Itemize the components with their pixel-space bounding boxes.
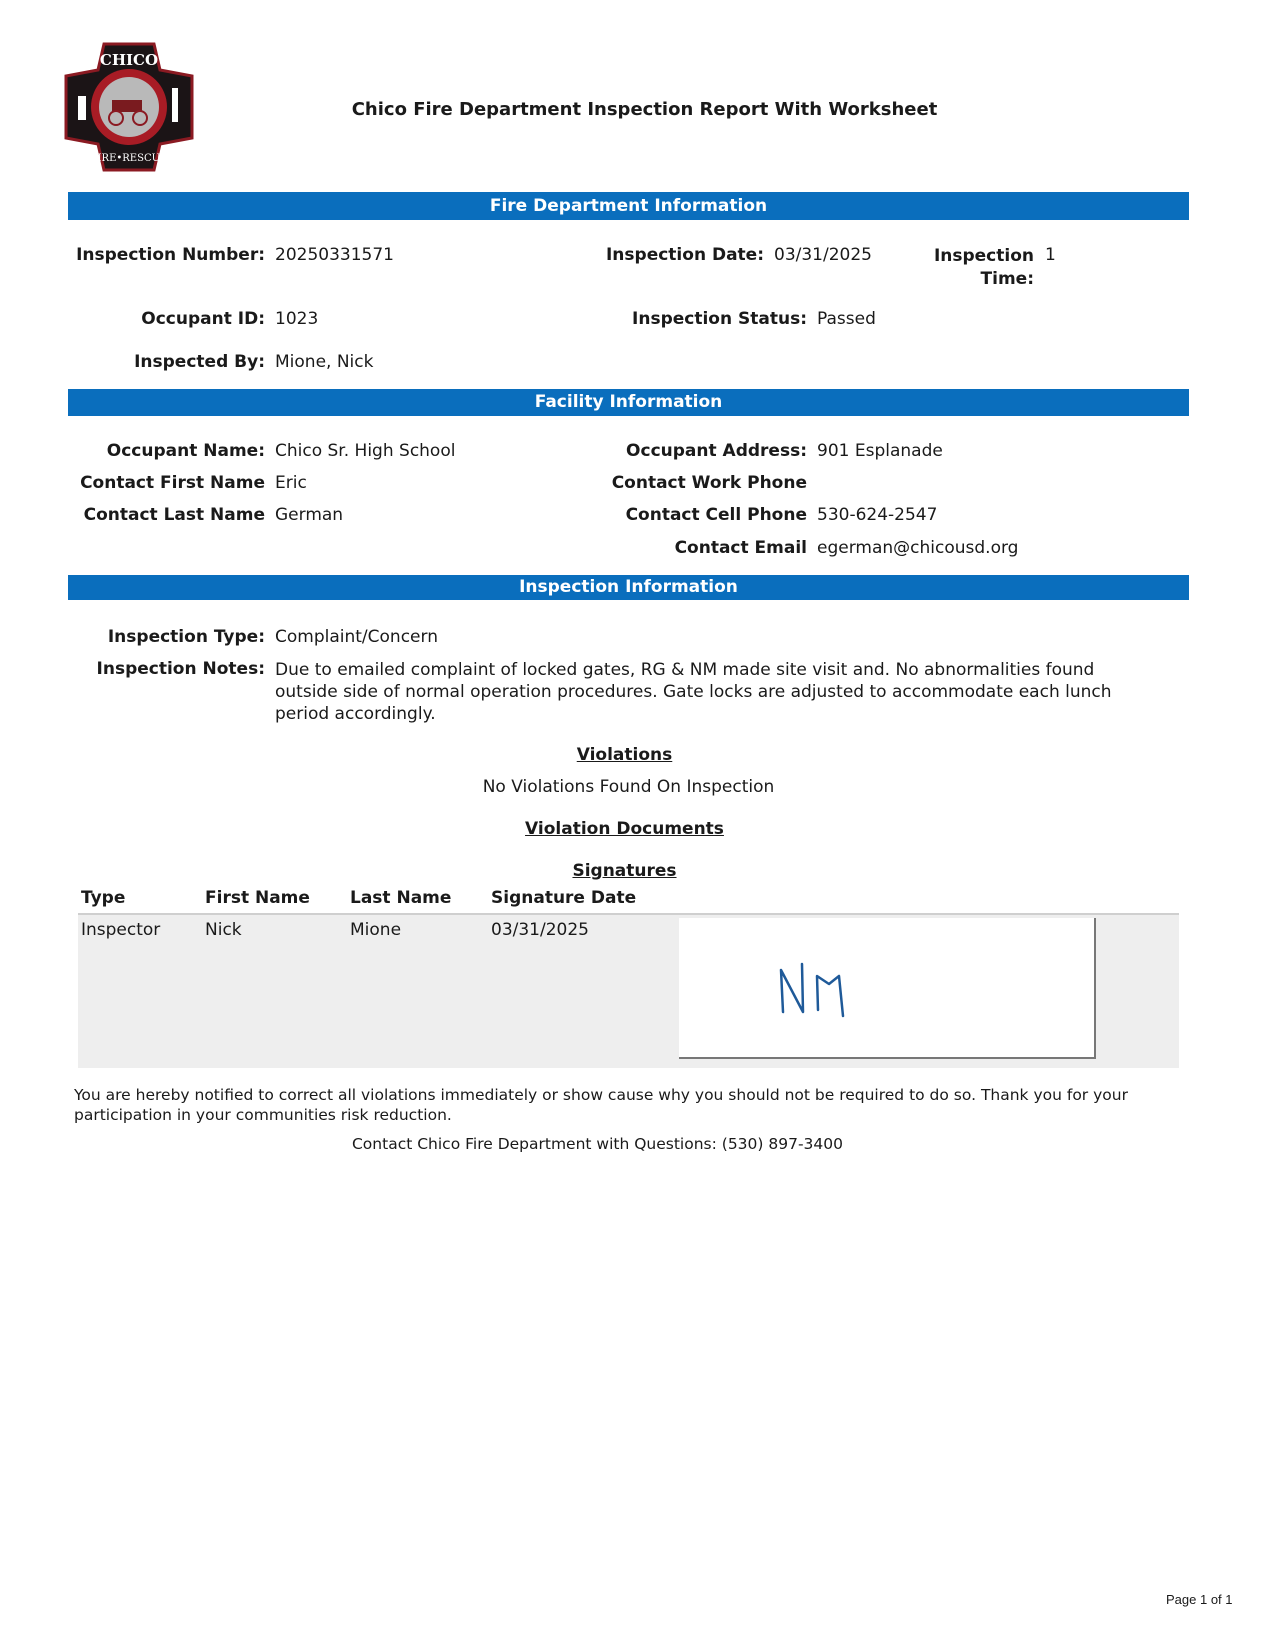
contact-last-name-value: German (275, 505, 344, 525)
inspection-number-value: 20250331571 (275, 245, 394, 265)
column-header-type: Type (81, 888, 126, 908)
inspection-notes-label: Inspection Notes: (96, 659, 265, 679)
violations-heading: Violations (576, 745, 673, 765)
occupant-address-value: 901 Esplanade (817, 441, 943, 461)
signature-type: Inspector (81, 920, 161, 940)
inspection-date-label: Inspection Date: (605, 245, 764, 265)
contact-cell-phone-label: Contact Cell Phone (625, 505, 807, 525)
inspection-time-value: 1 (1045, 245, 1056, 265)
inspection-notes-value: Due to emailed complaint of locked gates, RG & NM made site visit and. No abnormalities found outside side of normal operation procedures. Gate locks are adjusted to accommodate each lunch period accordingly. (275, 660, 1112, 724)
inspection-number-label: Inspection Number: (76, 245, 265, 265)
column-header-last-name: Last Name (350, 888, 452, 908)
page-number: Page 1 of 1 (1166, 1592, 1233, 1607)
signatures-heading: Signatures (572, 861, 677, 881)
violations-text: No Violations Found On Inspection (482, 777, 775, 797)
occupant-address-label: Occupant Address: (626, 441, 807, 461)
occupant-name-label: Occupant Name: (106, 441, 265, 461)
svg-text:CHICO: CHICO (99, 51, 159, 69)
inspection-status-value: Passed (817, 309, 876, 329)
inspection-date-value: 03/31/2025 (774, 245, 872, 265)
occupant-id-label: Occupant ID: (141, 309, 265, 329)
inspected-by-label: Inspected By: (134, 352, 265, 372)
signature-first-name: Nick (205, 920, 242, 940)
column-header-first-name: First Name (205, 888, 310, 908)
section-bar-facility: Facility Information (68, 389, 1189, 416)
signature-date: 03/31/2025 (491, 920, 589, 940)
contact-work-phone-label: Contact Work Phone (611, 473, 807, 493)
occupant-name-value: Chico Sr. High School (275, 441, 456, 461)
inspection-type-label: Inspection Type: (107, 627, 265, 647)
occupant-id-value: 1023 (275, 309, 319, 329)
svg-text:FIRE•RESCUE: FIRE•RESCUE (90, 153, 168, 164)
footer-notice: You are hereby notified to correct all violations immediately or show cause why you should not be required to do so. Thank you for your participation in your communities risk reduction. (74, 1086, 1128, 1124)
report-title: Chico Fire Department Inspection Report With Worksheet (351, 99, 938, 120)
inspection-type-value: Complaint/Concern (275, 627, 438, 647)
inspection-status-label: Inspection Status: (632, 309, 807, 329)
inspection-time-label-line2: Time: (980, 269, 1034, 289)
inspection-time-label (934, 245, 1034, 291)
inspection-time-label-line1: Inspection (933, 246, 1034, 266)
contact-email-label: Contact Email (674, 538, 807, 558)
contact-cell-phone-value: 530-624-2547 (817, 505, 938, 525)
section-bar-inspection: Inspection Information (68, 575, 1189, 600)
signature-image (679, 918, 1096, 1059)
inspected-by-value: Mione, Nick (275, 352, 374, 372)
contact-last-name-label: Contact Last Name (83, 505, 265, 525)
signature-last-name: Mione (350, 920, 402, 940)
column-header-signature-date: Signature Date (491, 888, 637, 908)
footer-contact: Contact Chico Fire Department with Questions: (530) 897-3400 (351, 1135, 844, 1153)
violation-documents-heading: Violation Documents (525, 819, 724, 839)
section-bar-fire-department: Fire Department Information (68, 192, 1189, 220)
contact-first-name-value: Eric (275, 473, 307, 493)
contact-email-value: egerman@chicousd.org (817, 538, 1019, 558)
contact-first-name-label: Contact First Name (80, 473, 265, 493)
